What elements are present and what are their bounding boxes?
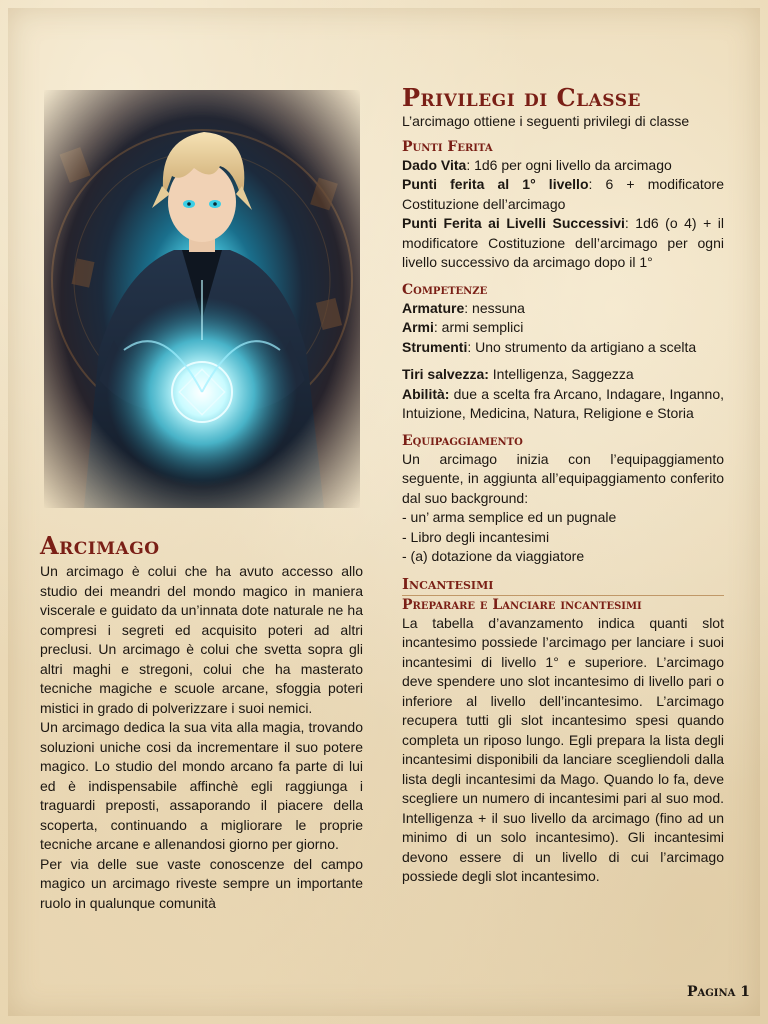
equip-item-3: - (a) dotazione da viaggiatore xyxy=(402,548,585,564)
strumenti-text: : Uno strumento da artigiano a scelta xyxy=(467,338,697,355)
tiri-salvezza-line xyxy=(402,365,724,385)
equipaggiamento-heading: Equipaggiamento xyxy=(402,432,523,449)
tiri-salvezza-text: Intelligenza, Saggezza xyxy=(488,366,634,382)
incantesimi-heading: Incantesimi xyxy=(402,575,724,596)
class-title: Arcimago xyxy=(40,531,160,560)
abilita-line xyxy=(402,385,724,424)
intro-paragraph-3: Per via delle sue vaste conoscenze del campo magico un arcimago riveste sempre un importante ruolo in qualunque comunità xyxy=(40,855,363,911)
right-column xyxy=(402,84,724,887)
abilita-label: Abilità: xyxy=(402,385,450,402)
competenze-heading: Competenze xyxy=(402,281,488,298)
intro-paragraph-2: Un arcimago dedica la sua vita alla magia, trovando soluzioni uniche cosi da incrementare il suo potere magico. Lo studio del mondo arcano fa parte di lui ed è indispensabile affinchè egli raggiunga i traguardi preposti, assaporando il piacere della scoperta, continuando a migliorare le proprie tecniche arcane e allenandosi giorno per giorno. xyxy=(40,719,363,852)
left-column xyxy=(40,532,363,913)
equipaggiamento-intro: Un arcimago inizia con l’equipaggiamento seguente, in aggiunta all’equipaggiamento conferito dal suo background: xyxy=(402,450,724,506)
hp-next-line xyxy=(402,214,724,273)
hp-first-text: : 6 + modificatore Costituzione dell’arcimago xyxy=(402,176,724,212)
hp-dado-label: Dado Vita xyxy=(402,156,467,173)
intro-paragraph-1: Un arcimago è colui che ha avuto accesso allo studio dei meandri del mondo magico in maniera viscerale e guidato da un’innata dote naturale ne ha compresi i segreti ed acquisito poteri ad altri preclusi. Un arcimago è colui che svetta sopra gli altri maghi e stregoni, colui che ha masterato tecniche magiche e scuole arcane, sfoggia poteri mistici in grado di polverizzare i suoi nemici. xyxy=(40,563,363,716)
mage-portrait-icon xyxy=(44,90,360,508)
mage-portrait-image xyxy=(44,90,360,508)
tiri-salvezza-label: Tiri salvezza: xyxy=(402,366,489,382)
hp-next-text: : 1d6 (o 4) + il modificatore Costituzione dell’arcimago per ogni livello successivo da arcimago dopo il 1° xyxy=(402,215,724,270)
hp-dado-line xyxy=(402,156,724,176)
armi-label: Armi xyxy=(402,319,434,335)
privileges-title: Privilegi di Classe xyxy=(402,83,641,112)
strumenti-line xyxy=(402,338,724,358)
incantesimi-text: La tabella d’avanzamento indica quanti slot incantesimo possiede l’arcimago per lanciare i suoi incantesimi di livello 1° e superiore. L’arcimago deve spendere uno slot incantesimo di livello pari o inferiore al livello dell’incantesimo. L’arcimago recupera tutti gli slot incantesimo spesi quando completa un riposo lungo. Egli prepara la lista degli incantesimi disponibili da lanciare scegliendoli dalla lista degli incantesimi da Mago. Quando lo fa, deve scegliere un numero di incantesimi pari al suo mod. Intelligenza + il suo livello da arcimago (fino ad un minimo di un solo incantesimo). Gli incantesimi devono essere di un livello di cui l’arcimago possiede degli slot incantesimo. xyxy=(402,614,724,884)
armature-label: Armature xyxy=(402,299,465,316)
equip-item-2: - Libro degli incantesimi xyxy=(402,528,550,545)
privileges-intro: L’arcimago ottiene i seguenti privilegi di classe xyxy=(402,113,690,129)
armi-text: : armi semplici xyxy=(433,319,524,335)
abilita-text: due a scelta fra Arcano, Indagare, Inganno, Intuizione, Medicina, Natura, Religione e Storia xyxy=(402,385,724,421)
equip-item-1: - un’ arma semplice ed un pugnale xyxy=(402,509,617,525)
hp-first-label: Punti ferita al 1° livello xyxy=(402,176,589,192)
hp-next-label: Punti Ferita ai Livelli Successivi xyxy=(402,215,625,231)
preparare-heading: Preparare e Lanciare incantesimi xyxy=(402,596,642,613)
armature-line xyxy=(402,299,724,319)
page-number: Pagina 1 xyxy=(686,984,750,1000)
armature-text: : nessuna xyxy=(464,299,525,316)
hp-first-line xyxy=(402,175,724,214)
hp-dado-text: : 1d6 per ogni livello da arcimago xyxy=(466,156,672,173)
strumenti-label: Strumenti xyxy=(402,338,468,355)
armi-line xyxy=(402,318,724,338)
hp-heading: Punti Ferita xyxy=(402,138,493,155)
